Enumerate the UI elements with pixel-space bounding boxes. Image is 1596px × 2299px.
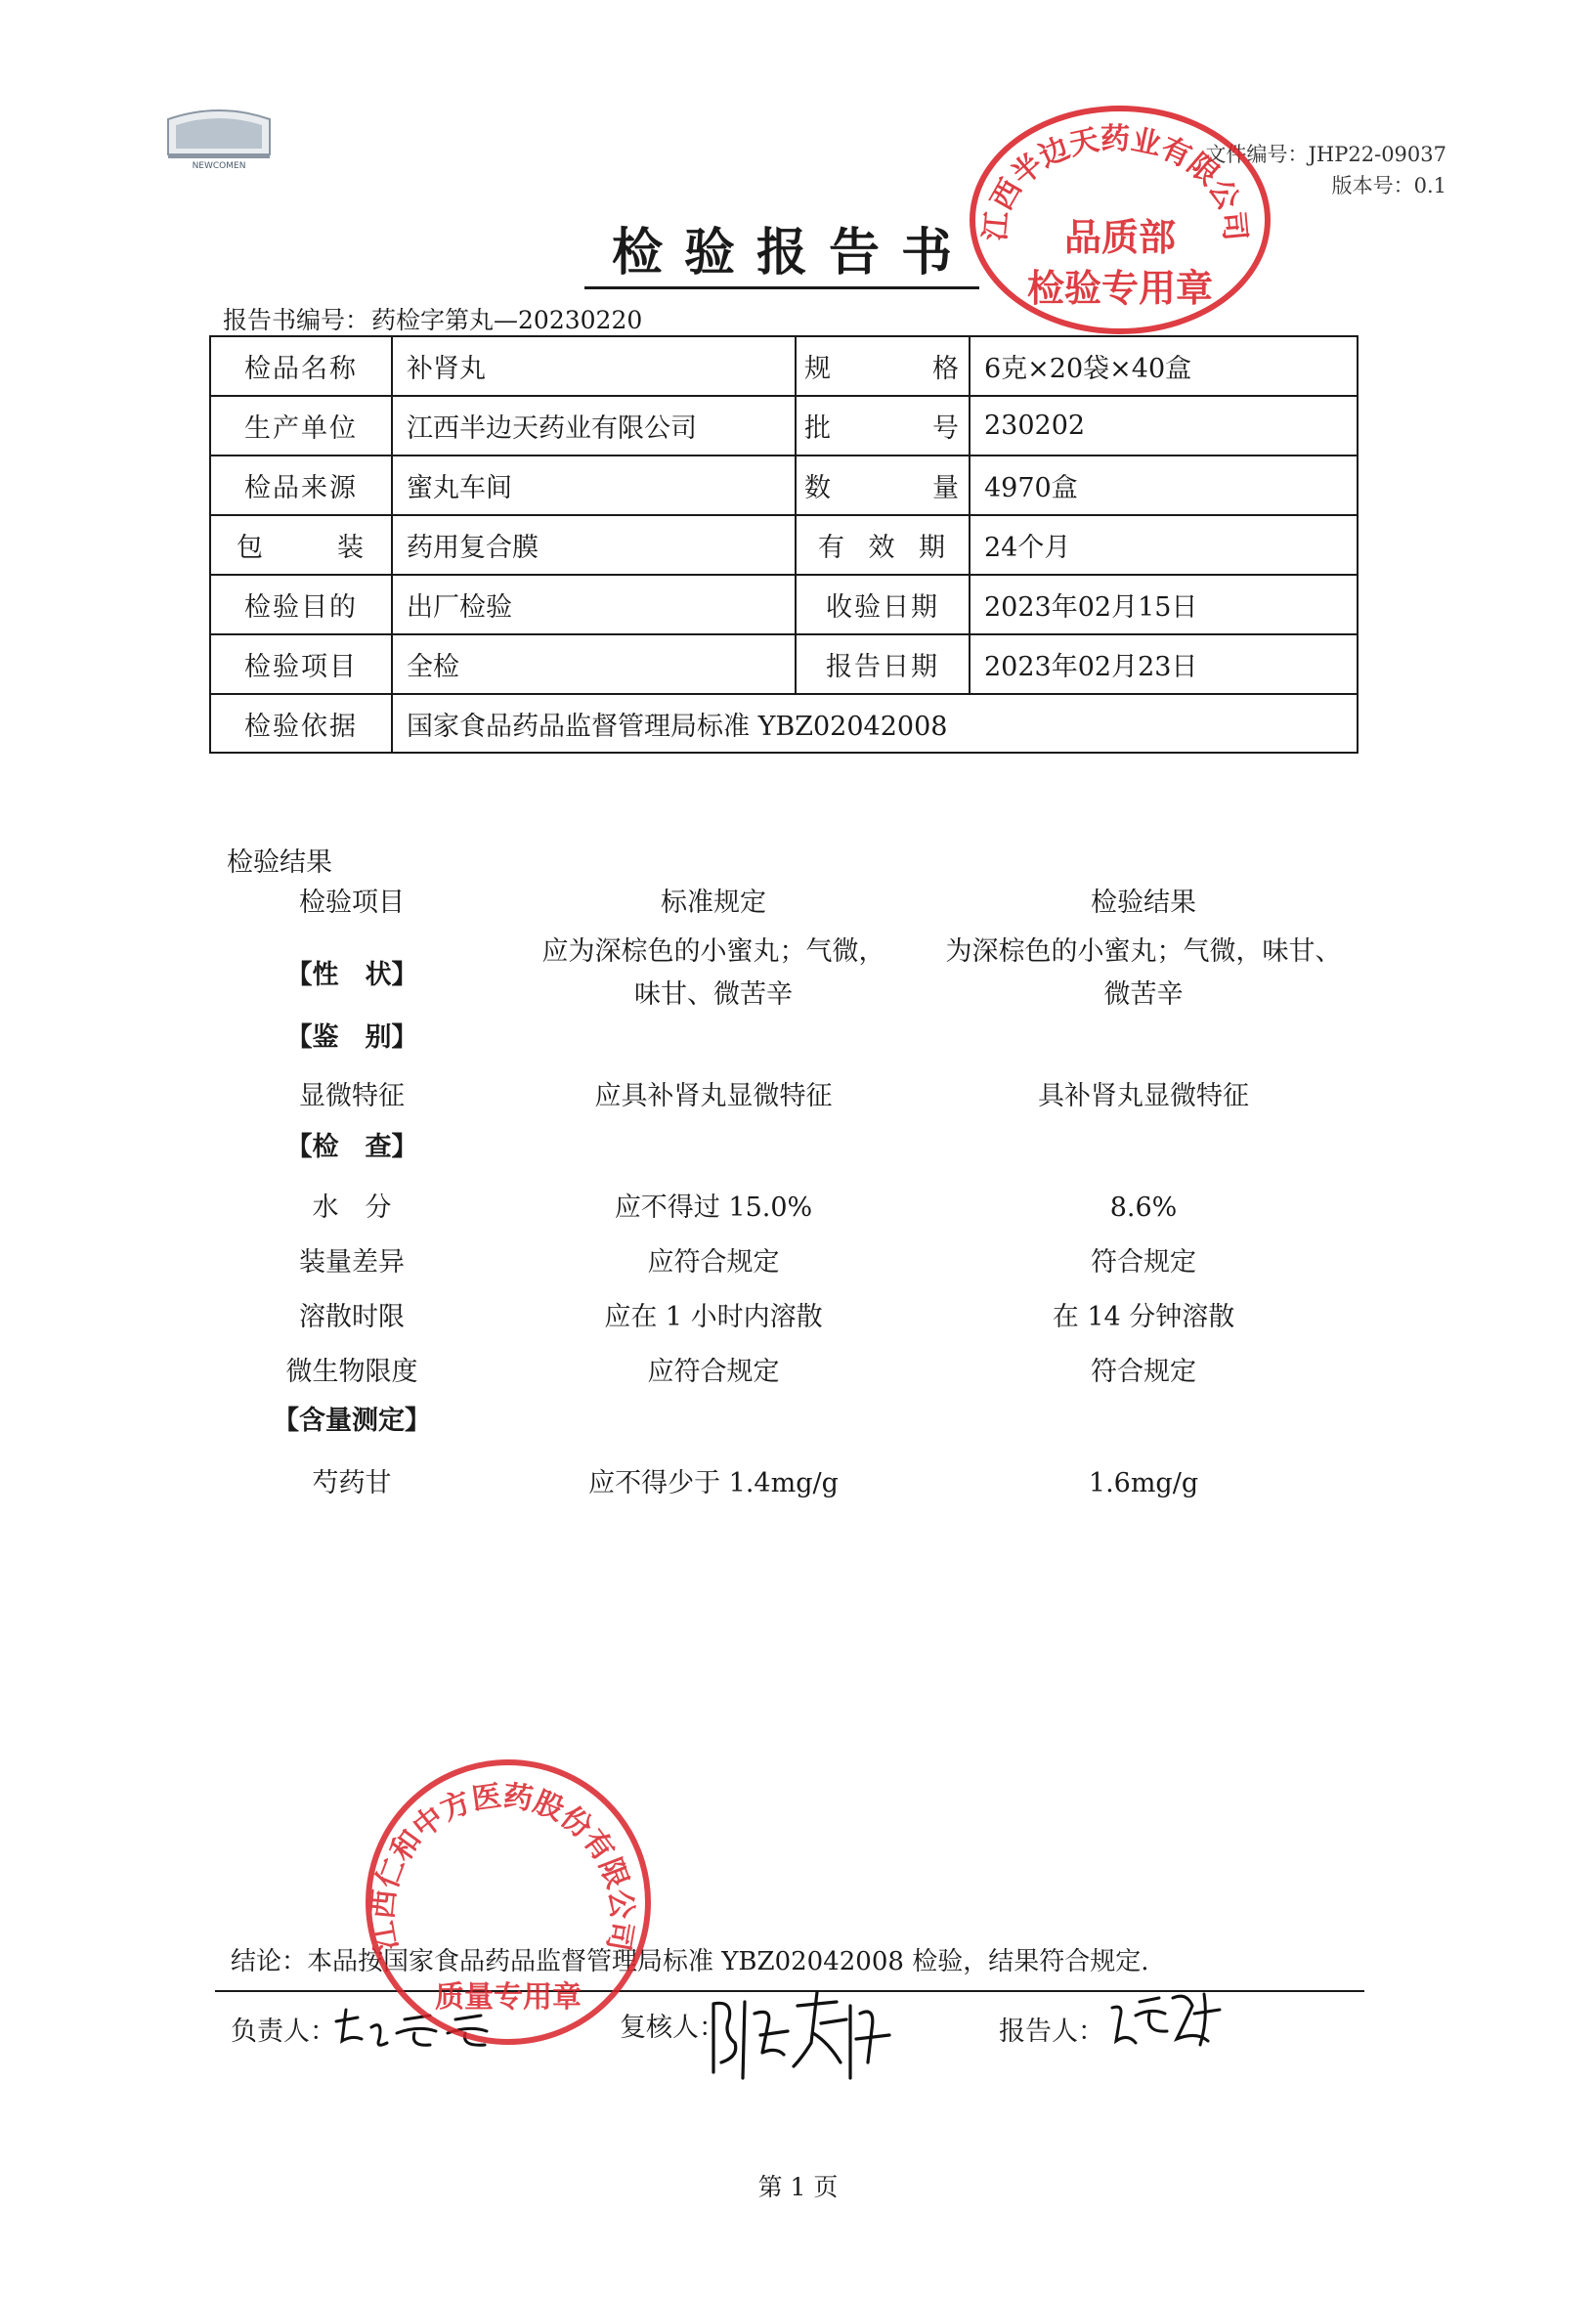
item-water: 水 分 — [312, 1193, 392, 1223]
reviewer-label: 复核人： — [620, 2013, 725, 2043]
value-cell: 2023年02月23日 — [970, 634, 1358, 694]
value-cell: 补肾丸 — [392, 336, 796, 396]
label-cell: 检验目的 — [210, 575, 392, 634]
table-row — [210, 575, 1358, 634]
spread-label: 规 格 — [804, 354, 961, 384]
value-cell: 4970盒 — [970, 455, 1358, 515]
stamp-ring-text: 江西半边天药业有限公司 — [978, 122, 1252, 242]
table-row — [210, 455, 1358, 515]
table-row — [210, 336, 1358, 396]
report-number-label: 报告书编号： — [223, 306, 370, 334]
standard-weight: 应符合规定 — [647, 1247, 780, 1278]
value-cell: 6克×20袋×40盒 — [970, 336, 1358, 396]
standard-microscopic: 应具补肾丸显微特征 — [594, 1081, 833, 1111]
spread-label: 包 装 — [237, 533, 366, 563]
section-assay: 【含量测定】 — [273, 1406, 431, 1436]
label-cell — [796, 396, 970, 455]
value-cell: 全检 — [392, 634, 796, 694]
value-cell: 江西半边天药业有限公司 — [392, 396, 796, 455]
spread-label: 批 号 — [804, 413, 961, 444]
value-cell: 2023年02月15日 — [970, 575, 1358, 634]
result-water: 8.6% — [1109, 1193, 1178, 1223]
result-xingzhuang: 为深棕色的小蜜丸；气微，味甘、 微苦辛 — [945, 936, 1342, 1010]
section-jianbie: 【鉴 别】 — [285, 1022, 418, 1053]
label-cell: 检验项目 — [210, 634, 392, 694]
table-row — [210, 634, 1358, 694]
version-number: 版本号：0.1 — [1331, 174, 1446, 197]
reporter-signature — [1106, 1984, 1233, 2066]
value-cell: 230202 — [970, 396, 1358, 455]
file-number: 文件编号：JHP22-09037 — [1205, 143, 1446, 166]
item-xingzhuang: 【性 状】 — [285, 960, 418, 990]
spread-label: 有 效 期 — [818, 533, 947, 563]
item-paeoniflorin: 芍药甘 — [312, 1468, 392, 1498]
spread-label: 数 量 — [804, 473, 961, 503]
label-cell: 检验依据 — [210, 694, 392, 753]
reporter-label: 报告人： — [999, 2017, 1104, 2047]
results-heading: 检验结果 — [227, 847, 332, 878]
table-row — [210, 515, 1358, 575]
item-weight: 装量差异 — [299, 1247, 405, 1278]
logo-text: NEWCOMEN — [192, 161, 246, 170]
page-number: 第 1 页 — [757, 2173, 839, 2201]
column-header-item: 检验项目 — [299, 888, 405, 918]
label-cell: 收验日期 — [796, 575, 970, 634]
standard-xingzhuang: 应为深棕色的小蜜丸；气微， 味甘、微苦辛 — [541, 936, 885, 1010]
stamp-line1: 质量专用章 — [435, 1980, 582, 2015]
result-paeoniflorin: 1.6mg/g — [1088, 1468, 1199, 1498]
result-weight: 符合规定 — [1091, 1247, 1196, 1278]
standard-water: 应不得过 15.0% — [614, 1193, 813, 1223]
label-cell: 检品名称 — [210, 336, 392, 396]
value-cell: 24个月 — [970, 515, 1358, 575]
table-row — [210, 694, 1358, 753]
standard-dissolve: 应在 1 小时内溶散 — [604, 1302, 823, 1332]
page-title: 检验报告书 — [0, 211, 1564, 284]
value-cell: 出厂检验 — [392, 575, 796, 634]
label-cell — [796, 515, 970, 575]
result-microscopic: 具补肾丸显微特征 — [1038, 1081, 1249, 1111]
item-microbe: 微生物限度 — [285, 1357, 418, 1387]
column-header-result: 检验结果 — [1091, 888, 1196, 918]
reviewer-signature — [704, 1984, 899, 2096]
item-microscopic: 显微特征 — [299, 1081, 405, 1111]
stamp-ring-text: 江西仁和中方医药股份有限公司 — [366, 1779, 639, 1954]
stamp-line1: 品质部 — [1063, 216, 1176, 259]
result-dissolve: 在 14 分钟溶散 — [1052, 1302, 1235, 1332]
standard-paeoniflorin: 应不得少于 1.4mg/g — [588, 1468, 839, 1498]
conclusion: 结论：本品按国家食品药品监督管理局标准 YBZ02042008 检验，结果符合规定. — [231, 1947, 1149, 1976]
label-cell — [210, 515, 392, 575]
report-number — [223, 301, 644, 336]
info-table — [209, 335, 1359, 754]
result-microbe: 符合规定 — [1091, 1357, 1196, 1387]
basis-value: 国家食品药品监督管理局标准 YBZ02042008 — [392, 694, 1358, 753]
quality-seal-stamp — [366, 1759, 651, 2045]
item-dissolve: 溶散时限 — [299, 1302, 405, 1332]
quality-dept-stamp — [970, 106, 1271, 334]
table-row — [210, 396, 1358, 455]
responsible-label: 负责人： — [231, 2017, 336, 2047]
column-header-standard: 标准规定 — [661, 888, 766, 918]
label-cell — [796, 455, 970, 515]
section-jiancha: 【检 查】 — [285, 1132, 418, 1162]
value-cell: 蜜丸车间 — [392, 455, 796, 515]
label-cell: 生产单位 — [210, 396, 392, 455]
report-number-value: 药检字第丸—20230220 — [371, 306, 643, 334]
label-cell — [796, 336, 970, 396]
value-cell: 药用复合膜 — [392, 515, 796, 575]
stamp-line2: 检验专用章 — [1026, 267, 1213, 310]
label-cell: 检品来源 — [210, 455, 392, 515]
label-cell: 报告日期 — [796, 634, 970, 694]
company-logo — [162, 106, 276, 170]
standard-microbe: 应符合规定 — [647, 1357, 780, 1387]
